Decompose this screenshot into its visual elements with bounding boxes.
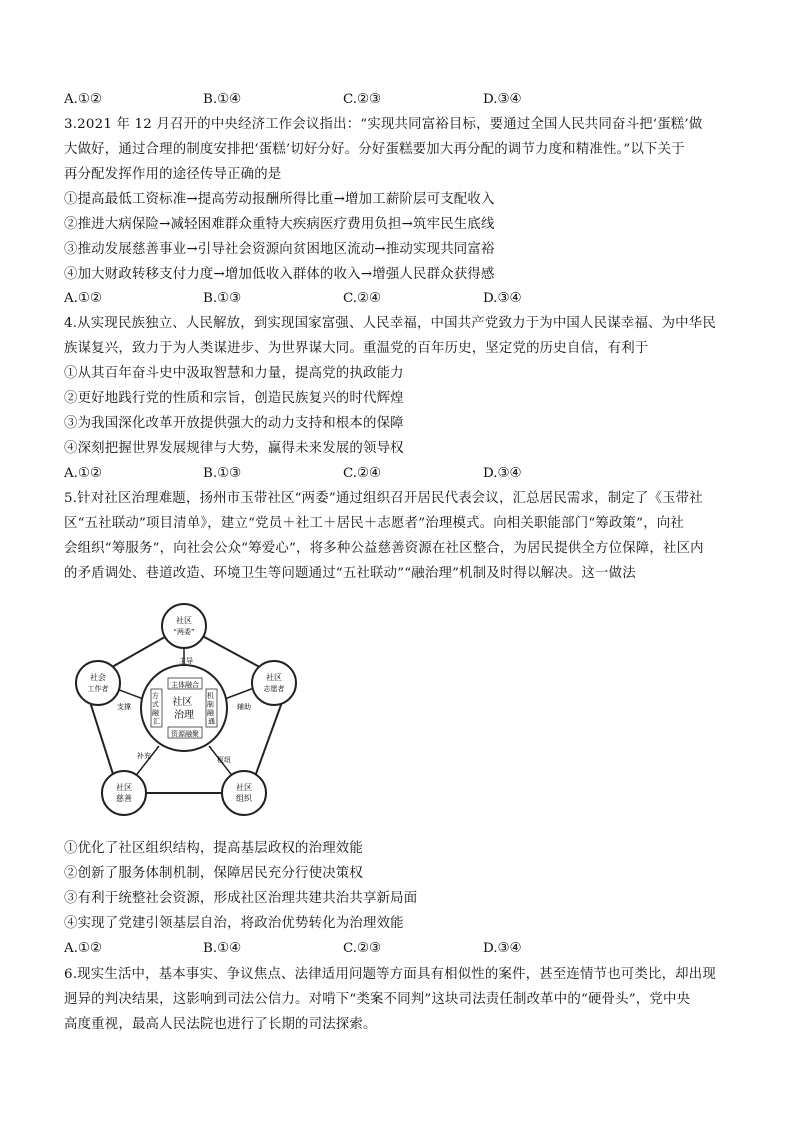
center-left-char: 式 [151, 700, 159, 709]
q4-option-b[interactable]: B.①③ [203, 466, 242, 481]
q3-item: ④加大财政转移支付力度→增加低收入群体的收入→增强人民群众获得感 [64, 267, 495, 282]
q3-option-b[interactable]: B.①③ [203, 291, 242, 306]
q5-option-d[interactable]: D.③④ [483, 941, 522, 956]
center-top-label: 主体融合 [171, 681, 199, 689]
q4-option-c[interactable]: C.②④ [343, 466, 382, 481]
center-left-char: 方 [151, 692, 159, 700]
q6-stem-line: 6.现实生活中，基本事实、争议焦点、法律适用问题等方面具有相似性的案件，甚至连情节也可类比，却出现 [64, 967, 716, 982]
node-right-circle [252, 661, 296, 705]
q3-options [64, 290, 664, 308]
q3-stem-line: 再分配发挥作用的途径传导正确的是 [64, 167, 282, 182]
q2-options [64, 91, 664, 109]
q5-stem-line: 5.针对社区治理难题，扬州市玉带社区“两委”通过组织召开居民代表会议，汇总居民需求，制定了《玉带社 [64, 491, 703, 506]
node-bottom-right-line2: 组织 [236, 794, 252, 803]
q2-option-c[interactable]: C.②③ [343, 92, 382, 107]
q4-item: ④深刻把握世界发展规律与大势，赢得未来发展的领导权 [64, 441, 404, 456]
q5-item: ①优化了社区组织结构，提高基层政权的治理效能 [64, 841, 363, 856]
q5-stem-line: 区“五社联动”项目清单》，建立“党员＋社工＋居民＋志愿者”治理模式。向相关职能部门“筹政策”，向社 [64, 516, 684, 531]
diagram-svg [74, 588, 322, 828]
q3-option-a[interactable]: A.①② [64, 291, 102, 306]
link-label-hub: 枢纽 [217, 756, 231, 764]
center-right-char: 融 [206, 709, 214, 717]
q5-option-c[interactable]: C.②③ [343, 941, 382, 956]
q5-option-a[interactable]: A.①② [64, 941, 102, 956]
center-right-label [207, 691, 216, 726]
node-left-line1: 社会 [90, 673, 106, 682]
center-right-char: 机 [206, 692, 214, 700]
node-left-line2: 工作者 [87, 685, 109, 693]
center-bottom-label: 资源融聚 [171, 730, 199, 738]
center-right-char: 通 [208, 717, 215, 726]
q3-item: ②推进大病保险→减轻困难群众重特大疾病医疗费用负担→筑牢民生底线 [64, 217, 495, 232]
link-label-support: 支撑 [117, 703, 131, 711]
spoke-bottom-left [134, 746, 159, 778]
q4-item: ②更好地践行党的性质和宗旨，创造民族复兴的时代辉煌 [64, 391, 404, 406]
link-label-assist: 辅助 [237, 703, 251, 711]
link-label-lead: 主导 [179, 657, 193, 665]
node-bottom-left-line2: 慈善 [116, 794, 132, 803]
q5-stem-line: 的矛盾调处、巷道改造、环境卫生等问题通过“五社联动”“融治理”机制及时得以解决。这一做法 [64, 566, 636, 581]
node-right-line2: 志愿者 [263, 685, 285, 693]
q6-stem-line: 迥异的判决结果，这影响到司法公信力。对啃下“类案不同判”这块司法责任制改革中的“硬骨头”，党中央 [64, 992, 691, 1007]
node-top-line2: “两委” [173, 628, 195, 636]
center-left-label [152, 691, 161, 726]
q4-option-a[interactable]: A.①② [64, 466, 102, 481]
q4-item: ①从其百年奋斗史中汲取智慧和力量，提高党的执政能力 [64, 366, 404, 381]
q5-item: ④实现了党建引领基层自治，将政治优势转化为治理效能 [64, 916, 404, 931]
center-left-char: 融 [151, 709, 159, 717]
q4-item: ③为我国深化改革开放提供强大的动力支持和根本的保障 [64, 416, 404, 431]
center-right-char: 制 [206, 700, 214, 709]
q5-options [64, 940, 664, 958]
q4-stem-line: 族谋复兴，致力于为人类谋进步、为世界谋大同。重温党的百年历史，坚定党的历史自信，有利于 [64, 341, 649, 356]
q2-option-a[interactable]: A.①② [64, 92, 102, 107]
node-top-circle [162, 604, 206, 648]
q5-item: ②创新了服务体制机制，保障居民充分行使决策权 [64, 866, 363, 881]
q6-stem-line: 高度重视，最高人民法院也进行了长期的司法探索。 [64, 1017, 377, 1032]
q5-stem-line: 会组织“筹服务”，向社会公众“筹爱心”，将多种公益慈善资源在社区整合，为居民提供全方位保障，社区内 [64, 541, 704, 556]
q3-stem-line: 3.2021 年 12 月召开的中央经济工作会议指出：“实现共同富裕目标，要通过全国人民共同奋斗把‘蛋糕’做 [64, 117, 703, 132]
q5-item: ③有利于统整社会资源，形成社区治理共建共治共享新局面 [64, 891, 418, 906]
five-party-linkage-diagram [74, 588, 322, 828]
q4-stem-line: 4.从实现民族独立、人民解放，到实现国家富强、人民幸福，中国共产党致力于为中国人民谋幸福、为中华民 [64, 316, 716, 331]
q5-option-b[interactable]: B.①④ [203, 941, 242, 956]
node-bottom-right-line1: 社区 [236, 783, 252, 792]
q4-option-d[interactable]: D.③④ [483, 466, 522, 481]
center-left-char: 汇 [153, 717, 160, 726]
q2-option-d[interactable]: D.③④ [483, 92, 522, 107]
q3-item: ③推动发展慈善事业→引导社会资源向贫困地区流动→推动实现共同富裕 [64, 242, 495, 257]
q4-options [64, 465, 664, 483]
node-top-line1: 社区 [176, 616, 192, 625]
q3-option-c[interactable]: C.②④ [343, 291, 382, 306]
node-bottom-left-circle [102, 771, 146, 815]
node-left-circle [76, 661, 120, 705]
q2-option-b[interactable]: B.①④ [203, 92, 242, 107]
q3-option-d[interactable]: D.③④ [483, 291, 522, 306]
center-title-line: 社区 [172, 697, 193, 708]
q3-stem-line: 大做好，通过合理的制度安排把‘蛋糕’切好分好。分好蛋糕要加大再分配的调节力度和精准性。”以下关于 [64, 142, 685, 157]
node-right-line1: 社区 [266, 673, 282, 682]
node-bottom-left-line1: 社区 [116, 783, 132, 792]
node-bottom-right-circle [222, 771, 266, 815]
center-title-line: 治理 [174, 710, 194, 721]
link-label-supplement: 补充 [137, 752, 151, 760]
q3-item: ①提高最低工资标准→提高劳动报酬所得比重→增加工薪阶层可支配收入 [64, 192, 495, 207]
